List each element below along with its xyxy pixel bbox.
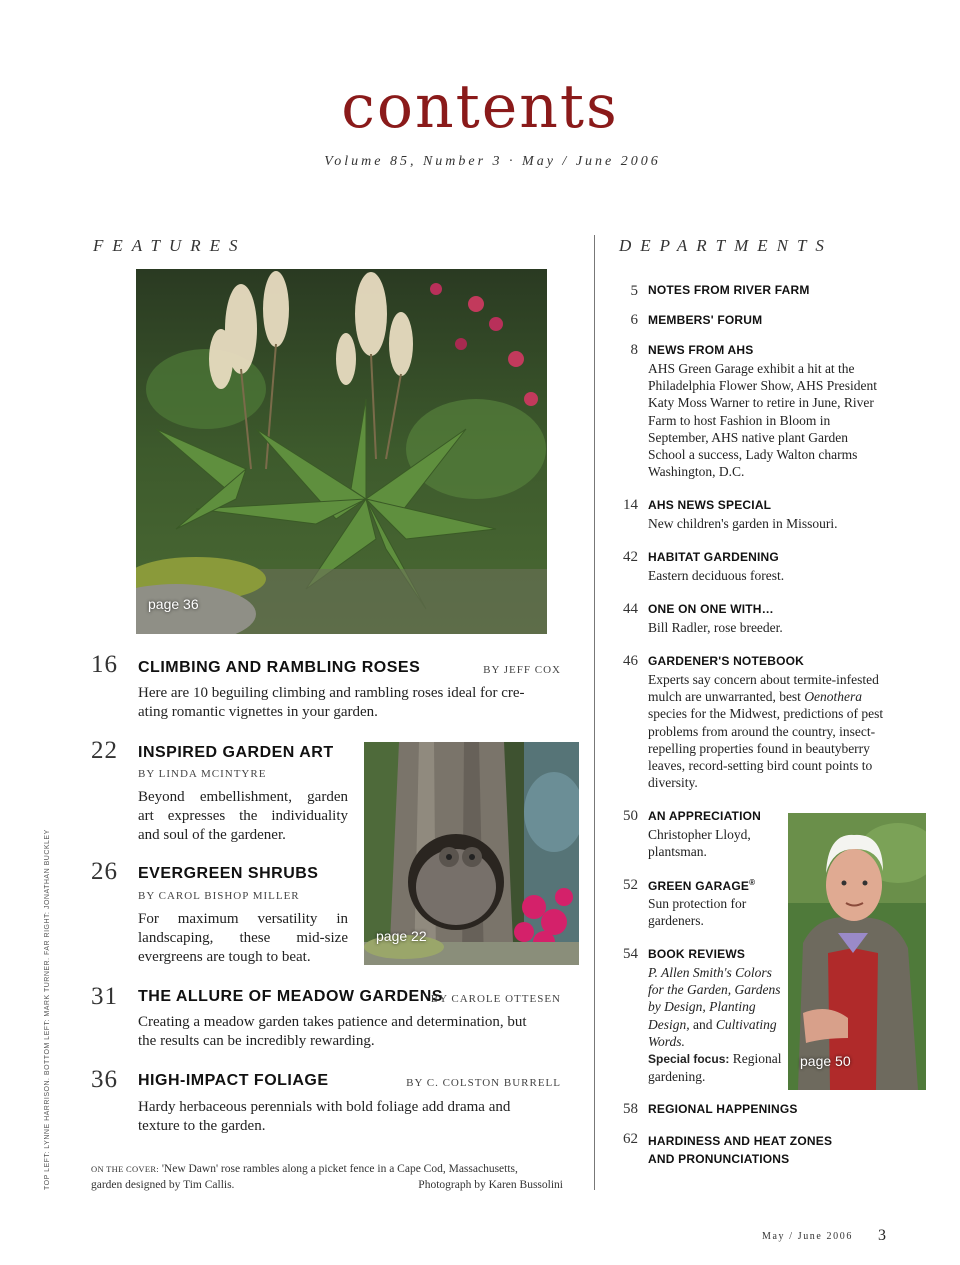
dept-title-link[interactable]: HABITAT GARDENING bbox=[648, 550, 779, 564]
feature-title-link[interactable]: CLIMBING AND RAMBLING ROSES bbox=[138, 659, 421, 676]
foliage-photo-image bbox=[136, 269, 547, 634]
registered-mark: ® bbox=[749, 878, 756, 887]
dept-description-line: Farm to host Fashion in Bloom in bbox=[648, 412, 831, 428]
feature-page-number: 36 bbox=[91, 1066, 118, 1093]
feature-description-line: For maximum versatility in bbox=[138, 911, 348, 927]
feature-byline: BY CAROLE OTTESEN bbox=[430, 993, 561, 1005]
portrait-photo-image bbox=[788, 813, 926, 1090]
dept-description bbox=[648, 360, 877, 480]
dept-description-line: problems from around the country, insect- bbox=[648, 723, 876, 739]
book-title: Words. bbox=[648, 1033, 685, 1049]
column-divider bbox=[594, 235, 595, 1190]
dept-description bbox=[648, 671, 883, 791]
cover-note-line bbox=[91, 1177, 563, 1193]
dept-title-link[interactable]: NEWS FROM AHS bbox=[648, 343, 754, 357]
focus-label: Special focus: bbox=[648, 1052, 730, 1067]
dept-description-line: School a success, Lady Walton charms bbox=[648, 447, 858, 463]
feature-description-line: the results can be incredibly rewarding. bbox=[138, 1033, 375, 1049]
dept-title-link[interactable]: REGIONAL HAPPENINGS bbox=[648, 1102, 798, 1116]
feature-title-link[interactable]: THE ALLURE OF MEADOW GARDENS bbox=[138, 988, 443, 1005]
feature-description-line: Beyond embellishment, garden bbox=[138, 789, 348, 805]
dept-page-number: 46 bbox=[623, 653, 638, 669]
dept-description-line: New children's garden in Missouri. bbox=[648, 516, 838, 531]
book-title: P. Allen Smith's Colors bbox=[648, 965, 772, 980]
feature-description-line: landscaping, these mid-size bbox=[138, 930, 348, 946]
dept-description-emphasis: Oenothera bbox=[804, 689, 863, 705]
feature-title-link[interactable]: INSPIRED GARDEN ART bbox=[138, 744, 334, 761]
dept-page-number: 6 bbox=[630, 312, 638, 328]
dept-description-line bbox=[648, 688, 883, 705]
dept-title-text: GREEN GARAGE bbox=[648, 879, 750, 893]
feature-description-line: and soul of the gardener. bbox=[138, 827, 286, 843]
feature-byline: BY JEFF COX bbox=[483, 664, 561, 676]
dept-title-link[interactable]: GARDENER'S NOTEBOOK bbox=[648, 654, 804, 668]
feature-byline: BY C. COLSTON BURRELL bbox=[406, 1077, 561, 1089]
photo-page-label: page 22 bbox=[376, 928, 427, 944]
book-title: Cultivating bbox=[715, 1016, 777, 1032]
feature-description-line: Here are 10 beguiling climbing and rambling roses ideal for cre- bbox=[138, 685, 525, 701]
dept-title-link[interactable]: BOOK REVIEWS bbox=[648, 947, 746, 961]
footer-issue-date: May / June 2006 bbox=[762, 1231, 853, 1242]
feature-page-number: 16 bbox=[91, 651, 118, 678]
dept-description-line: Bill Radler, rose breeder. bbox=[648, 620, 783, 635]
dept-description-text: Regional bbox=[729, 1051, 782, 1067]
feature-byline: BY LINDA MCINTYRE bbox=[138, 768, 267, 780]
issue-line: Volume 85, Number 3 · May / June 2006 bbox=[324, 154, 661, 169]
dept-page-number: 42 bbox=[623, 549, 638, 565]
dept-description-text: and bbox=[689, 1016, 716, 1032]
dept-description-line: leaves, record-setting bird count points to bbox=[648, 758, 873, 774]
feature-byline: BY CAROL BISHOP MILLER bbox=[138, 890, 300, 902]
departments-heading: DEPARTMENTS bbox=[619, 236, 833, 255]
dept-title-text: HARDINESS AND HEAT ZONES bbox=[648, 1134, 833, 1148]
features-heading: FEATURES bbox=[93, 236, 247, 255]
dept-page-number: 62 bbox=[623, 1131, 638, 1147]
dept-description-text: mulch are unwarranted, best bbox=[648, 689, 805, 705]
dept-page-number: 54 bbox=[623, 946, 638, 962]
cover-note-label: ON THE COVER: bbox=[91, 1164, 159, 1174]
dept-title-link[interactable]: ONE ON ONE WITH… bbox=[648, 602, 774, 616]
book-title: for the Garden, Gardens bbox=[648, 982, 781, 998]
dept-description-line: Experts say concern about termite-infested bbox=[648, 672, 879, 687]
photo-page-label: page 36 bbox=[148, 596, 199, 612]
feature-page-number: 26 bbox=[91, 858, 118, 885]
photo-page-label: page 50 bbox=[800, 1053, 851, 1069]
dept-description-line: gardeners. bbox=[648, 913, 704, 929]
dept-page-number: 8 bbox=[630, 342, 638, 358]
cover-note-text: 'New Dawn' rose rambles along a picket fence in a Cape Cod, Massachusetts, bbox=[161, 1163, 518, 1175]
dept-photo-christopher-lloyd[interactable] bbox=[788, 813, 926, 1090]
feature-description-line: texture to the garden. bbox=[138, 1118, 266, 1134]
dept-description-line: repelling properties found in beautyberry bbox=[648, 740, 870, 756]
dept-description-line: AHS Green Garage exhibit a hit at the bbox=[648, 361, 855, 376]
cover-photo-credit: Photograph by Karen Bussolini bbox=[418, 1179, 563, 1191]
feature-page-number: 31 bbox=[91, 983, 118, 1010]
feature-title-link[interactable]: EVERGREEN SHRUBS bbox=[138, 865, 319, 882]
feature-description-line: Creating a meadow garden takes patience and determination, but bbox=[138, 1014, 527, 1030]
page-title: contents bbox=[341, 72, 619, 142]
feature-title-link[interactable]: HIGH-IMPACT FOLIAGE bbox=[138, 1072, 329, 1089]
dept-page-number: 52 bbox=[623, 877, 638, 893]
dept-description bbox=[648, 964, 781, 1085]
dept-title-link[interactable]: AN APPRECIATION bbox=[648, 809, 762, 823]
cover-note-line bbox=[91, 1161, 563, 1177]
feature-page-number: 22 bbox=[91, 737, 118, 764]
dept-description-line: Sun protection for bbox=[648, 896, 747, 911]
dept-description-line: species for the Midwest, predictions of pest bbox=[648, 706, 884, 722]
feature-description-line: evergreens are tough to beat. bbox=[138, 949, 311, 965]
dept-description-line: Eastern deciduous forest. bbox=[648, 568, 785, 583]
book-title: Design, bbox=[648, 1016, 690, 1032]
dept-description bbox=[648, 895, 746, 929]
dept-title-text: AND PRONUNCIATIONS bbox=[648, 1152, 790, 1166]
dept-title-link[interactable] bbox=[648, 878, 755, 893]
dept-description-line: Philadelphia Flower Show, AHS President bbox=[648, 378, 877, 394]
book-title: by Design, Planting bbox=[648, 999, 756, 1015]
dept-page-number: 58 bbox=[623, 1101, 638, 1117]
dept-description-line: Christopher Lloyd, bbox=[648, 827, 751, 842]
dept-title-link[interactable] bbox=[648, 1132, 832, 1168]
feature-description-line: ating romantic vignettes in your garden. bbox=[138, 704, 378, 720]
dept-description-line: Katy Moss Warner to retire in June, River bbox=[648, 395, 874, 411]
dept-description-line: Washington, D.C. bbox=[648, 464, 745, 480]
photo-credits-vertical: TOP LEFT: LYNNE HARRISON. BOTTOM LEFT: MARK TURNER. FAR RIGHT: JONATHAN BUCKLEY bbox=[44, 829, 51, 1190]
dept-description-line: September, AHS native plant Garden bbox=[648, 429, 849, 445]
cover-note-text: garden designed by Tim Callis. bbox=[91, 1179, 235, 1191]
dept-page-number: 44 bbox=[623, 601, 638, 617]
dept-description-line: diversity. bbox=[648, 775, 698, 791]
feature-photo-foliage[interactable] bbox=[136, 269, 547, 634]
dept-page-number: 14 bbox=[623, 497, 638, 513]
feature-description-line: art expresses the individuality bbox=[138, 808, 348, 824]
dept-page-number: 5 bbox=[630, 283, 638, 299]
dept-description-line: plantsman. bbox=[648, 844, 707, 860]
dept-page-number: 50 bbox=[623, 808, 638, 824]
page-number: 3 bbox=[878, 1227, 886, 1244]
feature-description-line: Hardy herbaceous perennials with bold foliage add drama and bbox=[138, 1099, 511, 1115]
dept-description bbox=[648, 826, 751, 860]
feature-photo-garden-art[interactable] bbox=[364, 742, 579, 965]
dept-title-link[interactable]: AHS NEWS SPECIAL bbox=[648, 498, 772, 512]
dept-description-line: gardening. bbox=[648, 1069, 706, 1085]
dept-title-link[interactable]: NOTES FROM RIVER FARM bbox=[648, 283, 810, 297]
cover-note bbox=[91, 1161, 563, 1193]
dept-title-link[interactable]: MEMBERS' FORUM bbox=[648, 313, 763, 327]
